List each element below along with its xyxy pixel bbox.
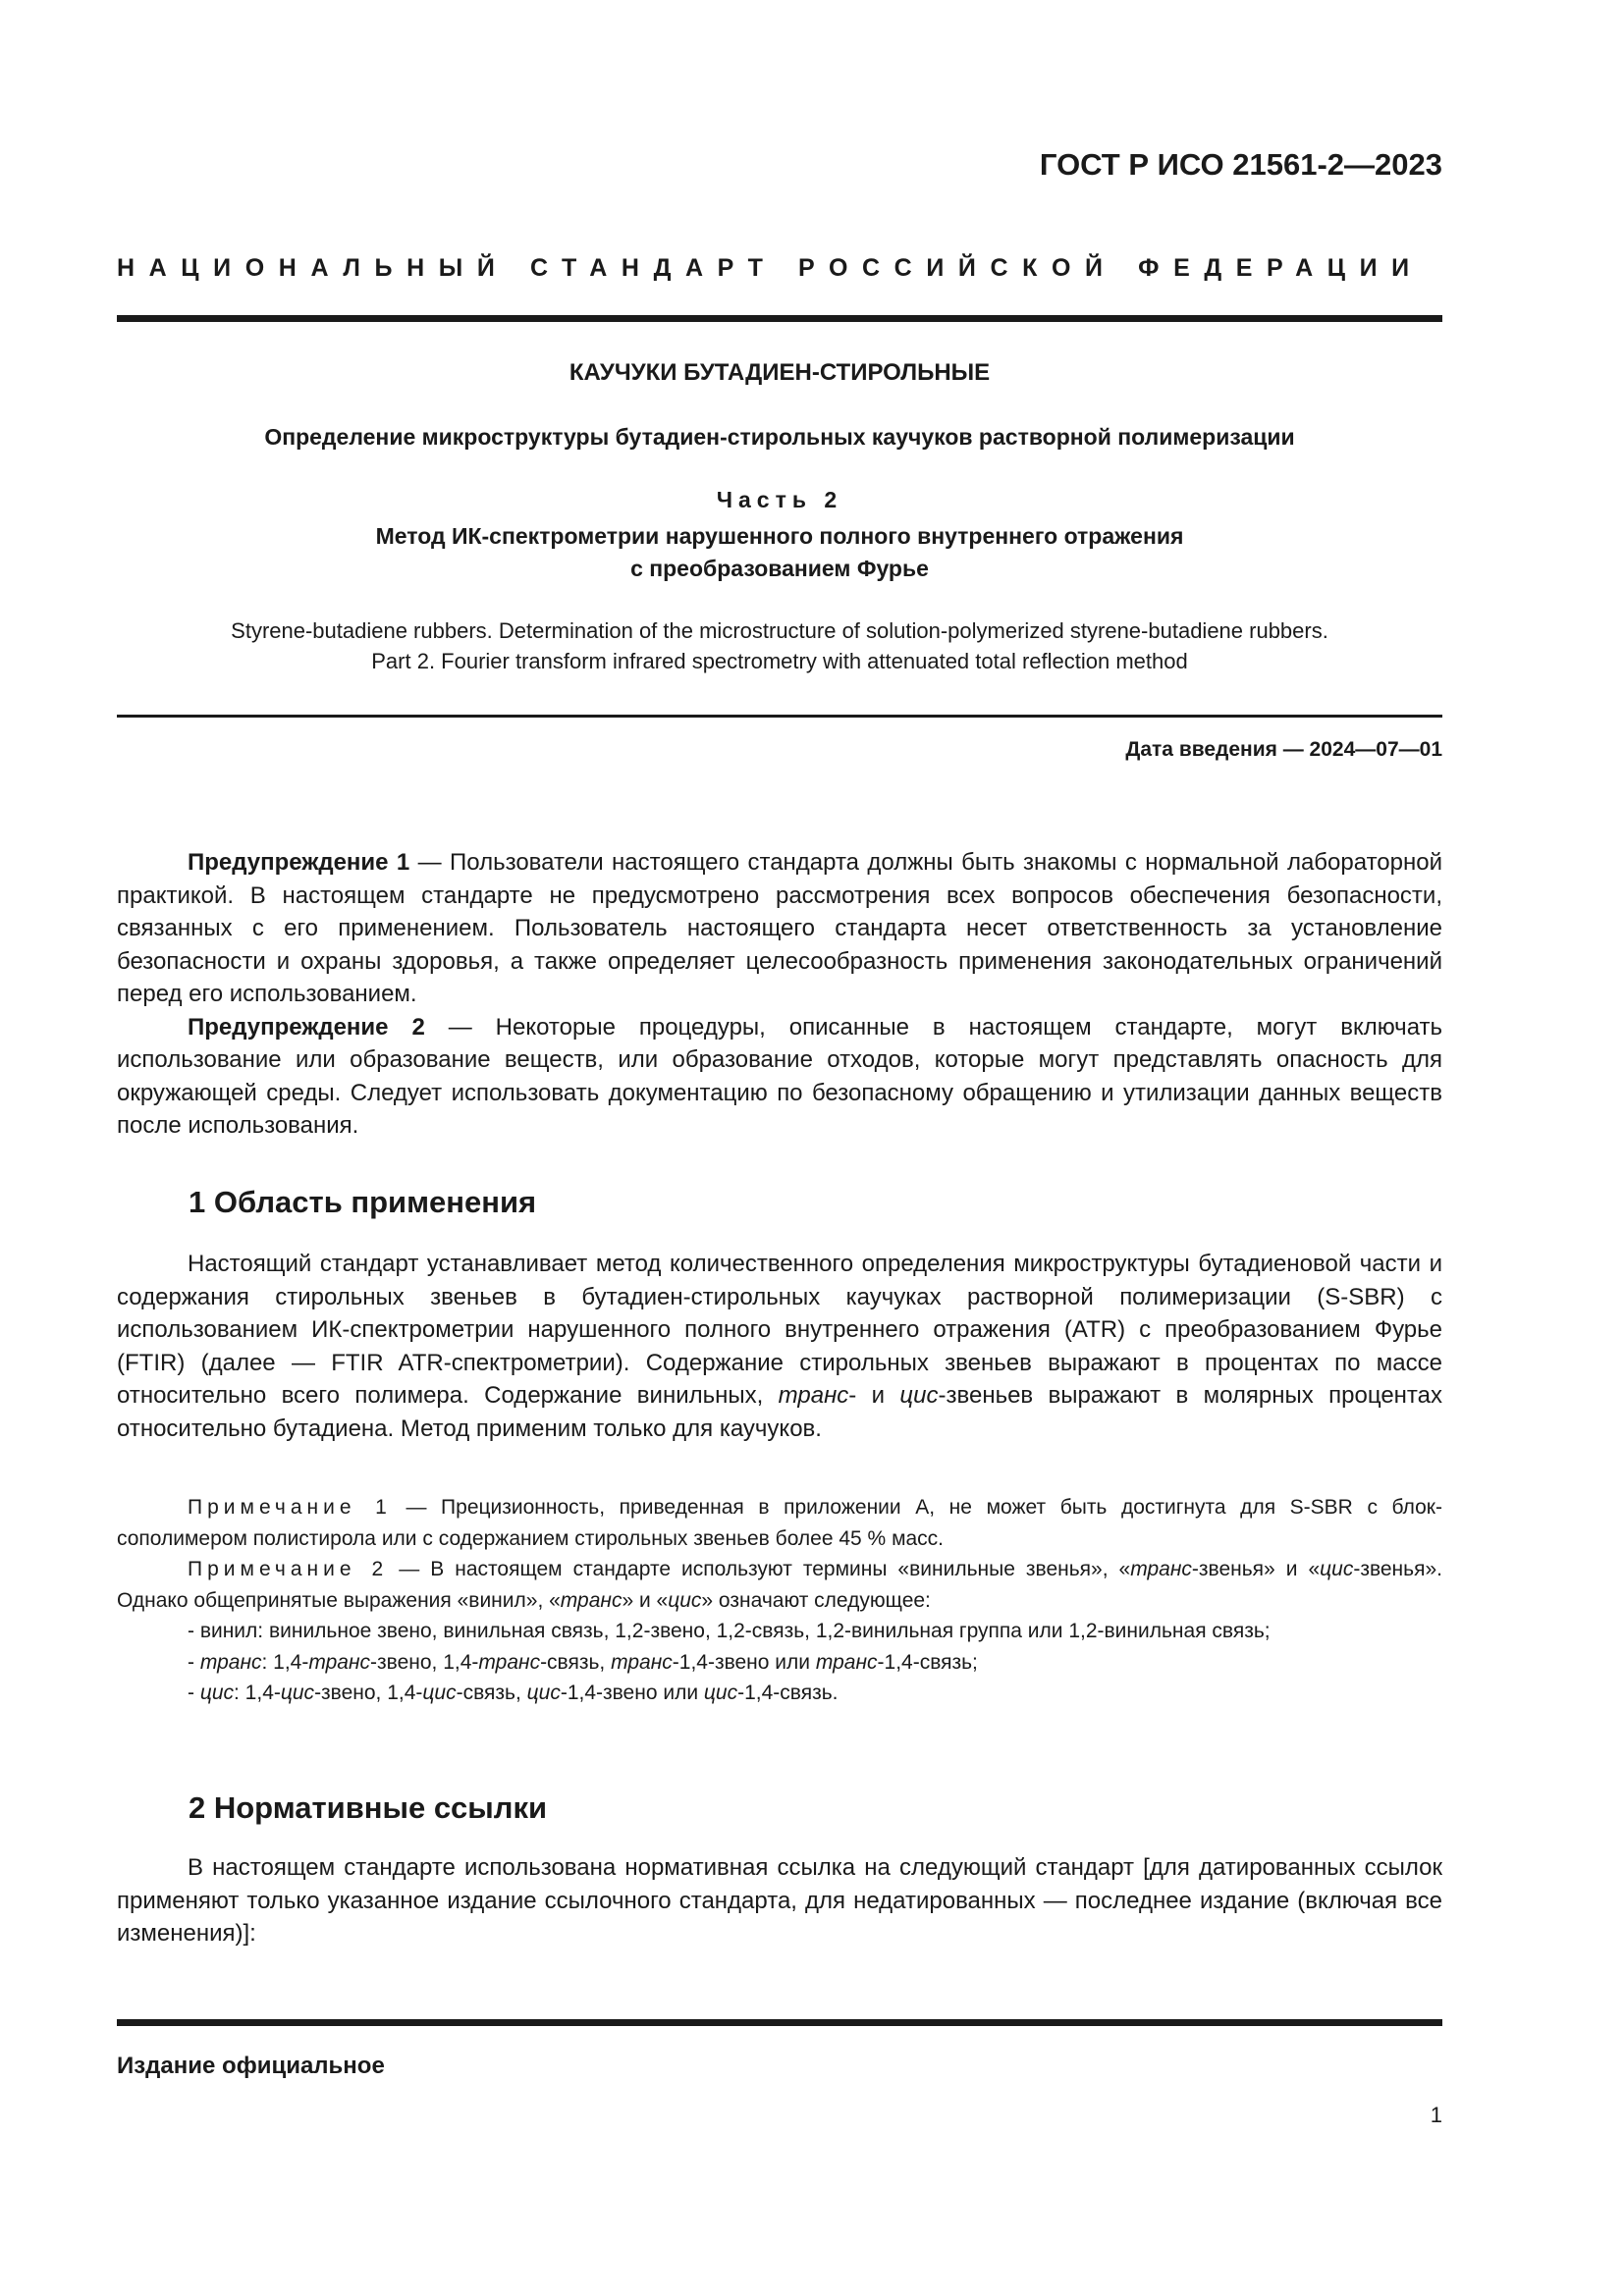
list-item-vinyl: - винил: винильное звено, винильная связь, 1,2-звено, 1,2-связь, 1,2-винильная группа или 1,2-винильная связь; (188, 1620, 1271, 1642)
document-number: ГОСТ Р ИСО 21561-2—2023 (1039, 147, 1442, 182)
english-title-line2: Part 2. Fourier transform infrared spectrometry with attenuated total reflection method (371, 649, 1188, 673)
document-subtitle: Определение микроструктуры бутадиен-стирольных каучуков растворной полимеризации (264, 424, 1295, 450)
list-item-cis: - цис: 1,4-цис-звено, 1,4-цис-связь, цис-1,4-звено или цис-1,4-связь. (188, 1682, 839, 1704)
warning-1-text: — Пользователи настоящего стандарта должны быть знакомы с нормальной лабораторной практикой. В настоящем стандарте не предусмотрено рассмотрения всех вопросов обеспечения безопасности, связанных с его применением. Пользователь настоящего стандарта несет ответственность за установление безопасности и охраны здоровья, а также определяет целесообразность применения законодательных ограничений перед его использованием. (117, 849, 1442, 1007)
warnings-block (117, 846, 1442, 1143)
introduction-date: Дата введения — 2024—07—01 (1125, 738, 1442, 761)
scope-paragraph: Настоящий стандарт устанавливает метод количественного определения микроструктуры бутадиеновой части и содержания стирольных звеньев в бутадиен-стирольных каучуках растворной полимеризации (S-SBR) с использованием ИК-спектрометрии нарушенного полного внутреннего отражения (ATR) с преобразованием Фурье (FTIR) (далее — FTIR ATR-спектрометрии). Содержание стирольных звеньев выражают в процентах по массе относительно всего полимера. Содержание винильных, транс- и цис-звеньев выражают в молярных процентах относительно бутадиена. Метод применим только для каучуков. (117, 1251, 1442, 1442)
english-title-line1: Styrene-butadiene rubbers. Determination of the microstructure of solution-polymerized styrene-butadiene rubbers. (231, 618, 1328, 643)
note-1-label: Примечание 1 (188, 1496, 392, 1519)
page-number: 1 (1430, 2103, 1442, 2127)
section-1-notes (117, 1492, 1442, 1709)
note-1 (117, 1492, 1442, 1554)
part-title (117, 520, 1442, 585)
section-2-body (117, 1851, 1442, 1950)
national-standard-banner: НАЦИОНАЛЬНЫЙ СТАНДАРТ РОССИЙСКОЙ ФЕДЕРАЦИИ (117, 254, 1424, 282)
header-divider (117, 315, 1442, 322)
warning-2 (117, 1011, 1442, 1143)
note-2-label: Примечание 2 (188, 1558, 389, 1580)
warning-2-text: — Некоторые процедуры, описанные в настоящем стандарте, могут включать использование или образование веществ, или образование отходов, которые могут представлять опасность для окружающей среды. Следует использовать документацию по безопасному обращению и утилизации данных веществ после использования. (117, 1013, 1443, 1139)
english-title (117, 615, 1442, 676)
part-label: Часть 2 (716, 487, 843, 512)
part-title-line1: Метод ИК-спектрометрии нарушенного полного внутреннего отражения (375, 523, 1184, 549)
part-title-line2: с преобразованием Фурье (630, 556, 929, 581)
note-1-text: — Прецизионность, приведенная в приложении А, не может быть достигнута для S-SBR с блок-сополимером полистирола или с содержанием стирольных звеньев более 45 % масс. (117, 1496, 1442, 1550)
section-1-heading: 1 Область применения (189, 1185, 537, 1219)
note-2: Примечание 2 — В настоящем стандарте используют термины «винильные звенья», «транс-звенья» и «цис-звенья». Однако общепринятые выражения «винил», «транс» и «цис» означают следующее: (117, 1558, 1442, 1612)
section-2-heading: 2 Нормативные ссылки (189, 1790, 548, 1825)
section-1-body (117, 1248, 1442, 1445)
title-divider (117, 715, 1442, 718)
document-title: КАУЧУКИ БУТАДИЕН-СТИРОЛЬНЫЕ (568, 359, 991, 386)
warning-1 (117, 846, 1442, 1011)
official-edition-label: Издание официальное (117, 2053, 385, 2079)
references-paragraph: В настоящем стандарте использована нормативная ссылка на следующий стандарт [для датированных ссылок применяют только указанное издание ссылочного стандарта, для недатированных — последнее издание (включая все изменения)]: (117, 1854, 1442, 1947)
warning-2-label: Предупреждение 2 (188, 1013, 425, 1041)
list-item-trans: - транс: 1,4-транс-звено, 1,4-транс-связь, транс-1,4-звено или транс-1,4-связь; (188, 1650, 978, 1674)
footer-divider (117, 2019, 1442, 2026)
warning-1-label: Предупреждение 1 (188, 849, 410, 876)
